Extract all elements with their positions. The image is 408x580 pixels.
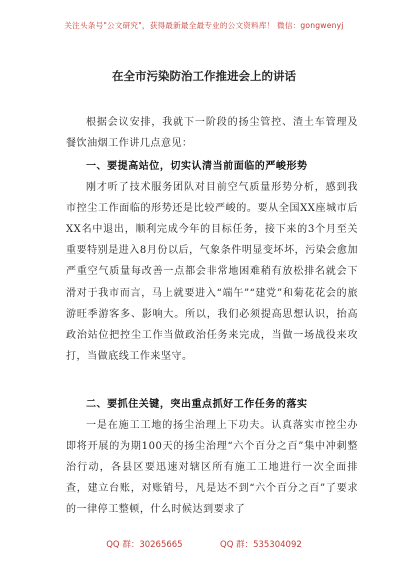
qq-group-2: QQ 群：535304092 [220,540,302,550]
section-1 [66,156,358,367]
section-2 [66,394,358,521]
intro-block [66,112,358,154]
intro-paragraph: 根据会议安排，我就下一阶段的扬尘管控、渣土车管理及餐饮油烟工作讲几点意见： [66,117,358,150]
footer-contact [0,538,408,550]
section-1-heading: 一、要提高站位，切实认清当前面临的严峻形势 [86,161,308,172]
qq-group-1: QQ 群：30265665 [106,540,183,550]
section-2-heading: 二、要抓住关键，突出重点抓好工作任务的落实 [86,399,308,410]
promo-banner: 关注头条号"公文研究"，获得最新最全最专业的公文资料库！ 微信：gongwenyj [64,21,344,30]
document-title: 在全市污染防治工作推进会上的讲话 [112,69,296,83]
section-1-paragraph: 刚才听了技术服务团队对目前空气质量形势分析，感到我市控尘工作面临的形势还是比较严峻的。要从全国XX座城市后XX名中退出，顺利完成今年的目标任务，接下来的3个月至关重要特别是进入8月份以后，气象条件明显变坏坏，污染会愈加严重空气质量每改善一点都会非常地困难稍有放松排名就会下滑对于我市而言，马上就要进入“端午”“建党”和菊花花会的旅游旺季游客多、影响大。所以，我们必须提高思想认识，抬高政治站位把控尘工作当做政治任务来完成，当做一场战役来攻打，当做底线工作来坚守。 [66,182,358,362]
section-2-paragraph: 一是在施工工地的扬尘治理上下功夫。认真落实市控尘办即将开展的为期100天的扬尘治理“六个百分之百”集中冲刺整治行动，各县区要迅速对辖区所有施工工地进行一次全面排查，建立台账，对账销号，凡是达不到“六个百分之百”了要求的一律停工整顿，什么时候达到要求了 [66,420,358,516]
